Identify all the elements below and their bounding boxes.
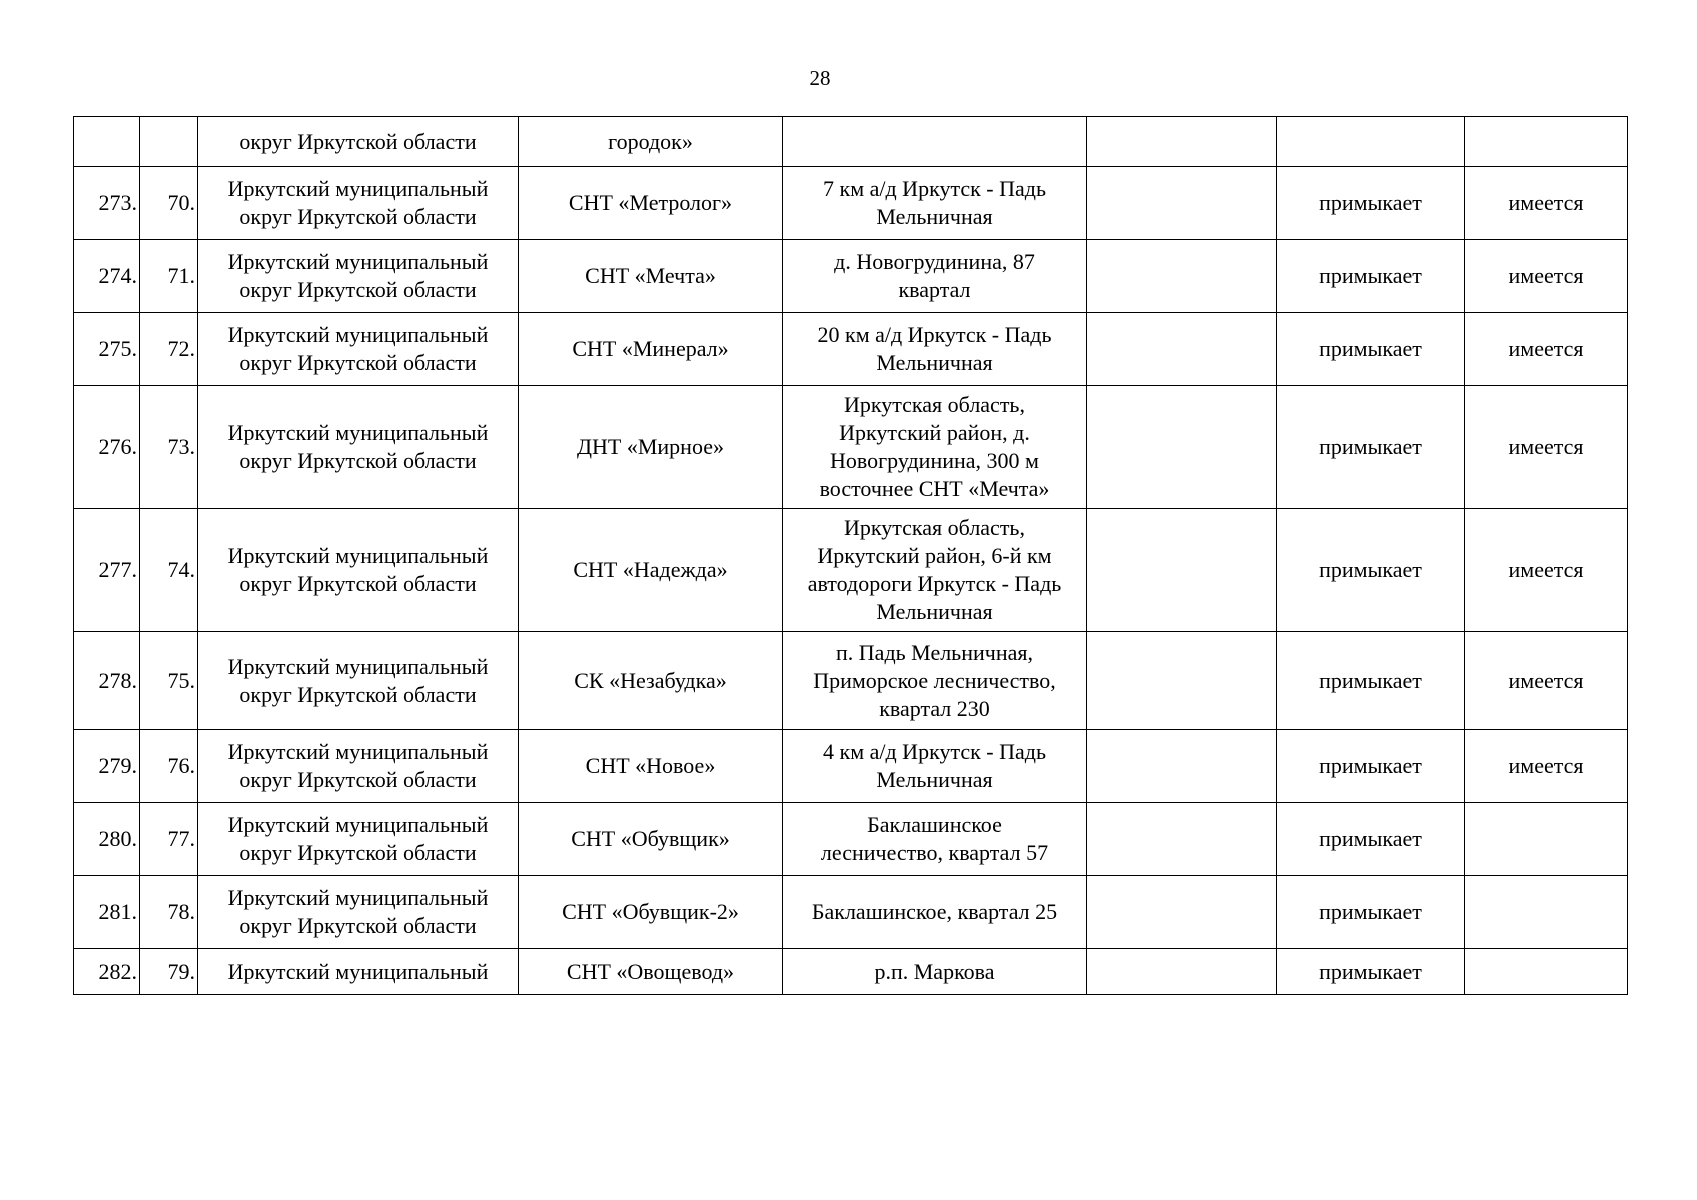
- empty-cell: [1087, 117, 1277, 167]
- table-row: [74, 803, 1628, 876]
- empty-cell: [1087, 167, 1277, 240]
- location-line: Мельничная: [876, 350, 993, 375]
- district-cell: [198, 386, 519, 509]
- district-line: Иркутский муниципальный: [227, 885, 489, 910]
- table-row: [74, 386, 1628, 509]
- table-row: [74, 730, 1628, 803]
- row-subnumber-cell: 77.: [140, 803, 198, 876]
- page-number: 28: [809, 66, 831, 90]
- location-cell: [783, 167, 1087, 240]
- location-line: Иркутская область,: [844, 515, 1025, 540]
- row-number-cell: 277.: [74, 509, 140, 632]
- table-row: [74, 632, 1628, 730]
- district-line: округ Иркутской области: [239, 840, 477, 865]
- organization-name-cell: СНТ «Надежда»: [519, 509, 783, 632]
- district-line: Иркутский муниципальный: [227, 653, 489, 679]
- location-cell: [783, 313, 1087, 386]
- row-number-cell: 280.: [74, 803, 140, 876]
- availability-cell: [1465, 117, 1628, 167]
- availability-cell: имеется: [1465, 167, 1628, 240]
- organization-name-cell: СНТ «Новое»: [519, 730, 783, 803]
- row-number-cell: 279.: [74, 730, 140, 803]
- location-line: 20 км а/д Иркутск - Падь: [817, 322, 1052, 347]
- availability-cell: имеется: [1465, 313, 1628, 386]
- row-number-cell: [74, 117, 140, 167]
- district-line: округ Иркутской области: [239, 448, 477, 473]
- district-cell: [198, 313, 519, 386]
- location-line: Баклашинское: [867, 812, 1002, 837]
- availability-cell: имеется: [1465, 386, 1628, 509]
- adjacency-cell: примыкает: [1277, 240, 1465, 313]
- empty-cell: [1087, 876, 1277, 949]
- empty-cell: [1087, 803, 1277, 876]
- district-line: округ Иркутской области: [239, 204, 477, 229]
- adjacency-cell: примыкает: [1277, 803, 1465, 876]
- district-line: округ Иркутской области: [239, 277, 477, 302]
- location-line: Новогрудинина, 300 м: [830, 448, 1039, 473]
- location-line: д. Новогрудинина, 87: [834, 249, 1035, 274]
- row-number-cell: 282.: [74, 949, 140, 995]
- table-row: [74, 509, 1628, 632]
- location-cell: [783, 632, 1087, 730]
- district-cell: [198, 730, 519, 803]
- row-subnumber-cell: 72.: [140, 313, 198, 386]
- adjacency-cell: примыкает: [1277, 313, 1465, 386]
- organization-name-cell: СНТ «Метролог»: [519, 167, 783, 240]
- district-line: Иркутский муниципальный: [227, 543, 489, 568]
- adjacency-cell: примыкает: [1277, 949, 1465, 995]
- row-subnumber-cell: 74.: [140, 509, 198, 632]
- organization-name-cell: ДНТ «Мирное»: [519, 386, 783, 509]
- table-row: [74, 313, 1628, 386]
- availability-cell: имеется: [1465, 240, 1628, 313]
- row-number-cell: 274.: [74, 240, 140, 313]
- location-line: Приморское лесничество,: [813, 667, 1056, 693]
- organization-name-cell: СНТ «Мечта»: [519, 240, 783, 313]
- table-row-continuation: [74, 117, 1628, 167]
- district-line: округ Иркутской области: [239, 681, 477, 707]
- location-line: Мельничная: [876, 599, 993, 624]
- row-subnumber-cell: 71.: [140, 240, 198, 313]
- location-line: квартал 230: [879, 695, 990, 721]
- adjacency-cell: [1277, 117, 1465, 167]
- district-line: округ Иркутской области: [239, 913, 477, 938]
- district-cell: [198, 803, 519, 876]
- adjacency-cell: примыкает: [1277, 386, 1465, 509]
- location-cell: [783, 876, 1087, 949]
- district-line: округ Иркутской области: [239, 767, 477, 792]
- adjacency-cell: примыкает: [1277, 632, 1465, 730]
- row-number-cell: 278.: [74, 632, 140, 730]
- location-line: Иркутский район, д.: [839, 420, 1030, 445]
- row-subnumber-cell: 75.: [140, 632, 198, 730]
- district-cell: [198, 632, 519, 730]
- table-row: [74, 876, 1628, 949]
- table-row: [74, 240, 1628, 313]
- location-line: 4 км а/д Иркутск - Падь: [823, 739, 1046, 764]
- row-number-cell: 275.: [74, 313, 140, 386]
- availability-cell: имеется: [1465, 730, 1628, 803]
- location-cell: [783, 803, 1087, 876]
- district-line: Иркутский муниципальный: [227, 739, 489, 764]
- empty-cell: [1087, 240, 1277, 313]
- district-line: Иркутский муниципальный: [227, 176, 489, 201]
- availability-cell: [1465, 876, 1628, 949]
- empty-cell: [1087, 632, 1277, 730]
- location-line: 7 км а/д Иркутск - Падь: [823, 176, 1046, 201]
- location-line: р.п. Маркова: [874, 958, 995, 984]
- organization-name-cell: СНТ «Минерал»: [519, 313, 783, 386]
- location-cell: [783, 240, 1087, 313]
- row-number-cell: 276.: [74, 386, 140, 509]
- location-line: Мельничная: [876, 767, 993, 792]
- availability-cell: имеется: [1465, 632, 1628, 730]
- district-line: округ Иркутской области: [239, 350, 477, 375]
- organization-name-cell: СНТ «Обувщик»: [519, 803, 783, 876]
- location-line: Мельничная: [876, 204, 993, 229]
- district-cell: [198, 876, 519, 949]
- district-line: Иркутский муниципальный: [227, 322, 489, 347]
- location-cell: [783, 949, 1087, 995]
- empty-cell: [1087, 386, 1277, 509]
- adjacency-cell: примыкает: [1277, 509, 1465, 632]
- organization-name-cell: СНТ «Обувщик-2»: [519, 876, 783, 949]
- location-line: лесничество, квартал 57: [820, 840, 1049, 865]
- row-number-cell: 273.: [74, 167, 140, 240]
- district-cell: [198, 167, 519, 240]
- table-row: [74, 949, 1628, 995]
- empty-cell: [1087, 313, 1277, 386]
- availability-cell: [1465, 803, 1628, 876]
- location-line: восточнее СНТ «Мечта»: [819, 476, 1050, 501]
- row-subnumber-cell: 79.: [140, 949, 198, 995]
- location-line: квартал: [898, 277, 971, 302]
- empty-cell: [1087, 949, 1277, 995]
- organization-name-cell: СК «Незабудка»: [519, 632, 783, 730]
- table-row: [74, 167, 1628, 240]
- location-line: п. Падь Мельничная,: [836, 639, 1033, 665]
- row-number-cell: 281.: [74, 876, 140, 949]
- registry-table-body: [74, 117, 1628, 995]
- district-line: Иркутский муниципальный: [227, 249, 489, 274]
- empty-cell: [1087, 509, 1277, 632]
- registry-table: [73, 116, 1628, 995]
- location-cell: [783, 509, 1087, 632]
- availability-cell: [1465, 949, 1628, 995]
- location-line: Баклашинское, квартал 25: [811, 899, 1058, 924]
- row-subnumber-cell: 70.: [140, 167, 198, 240]
- availability-cell: имеется: [1465, 509, 1628, 632]
- adjacency-cell: примыкает: [1277, 876, 1465, 949]
- district-cell: [198, 949, 519, 995]
- district-line: Иркутский муниципальный: [227, 420, 489, 445]
- organization-name-cell: городок»: [519, 117, 783, 167]
- location-line: автодороги Иркутск - Падь: [807, 571, 1062, 596]
- district-cell: [198, 240, 519, 313]
- adjacency-cell: примыкает: [1277, 167, 1465, 240]
- district-cell: [198, 509, 519, 632]
- location-cell: [783, 730, 1087, 803]
- row-subnumber-cell: 73.: [140, 386, 198, 509]
- location-cell: [783, 117, 1087, 167]
- adjacency-cell: примыкает: [1277, 730, 1465, 803]
- row-subnumber-cell: 78.: [140, 876, 198, 949]
- district-line: Иркутский муниципальный: [227, 812, 489, 837]
- district-line: Иркутский муниципальный: [227, 958, 489, 984]
- row-subnumber-cell: [140, 117, 198, 167]
- row-subnumber-cell: 76.: [140, 730, 198, 803]
- district-cell: округ Иркутской области: [198, 117, 519, 167]
- location-line: Иркутский район, 6-й км: [817, 543, 1052, 568]
- empty-cell: [1087, 730, 1277, 803]
- location-line: Иркутская область,: [844, 392, 1025, 417]
- district-line: округ Иркутской области: [239, 571, 477, 596]
- location-cell: [783, 386, 1087, 509]
- organization-name-cell: СНТ «Овощевод»: [519, 949, 783, 995]
